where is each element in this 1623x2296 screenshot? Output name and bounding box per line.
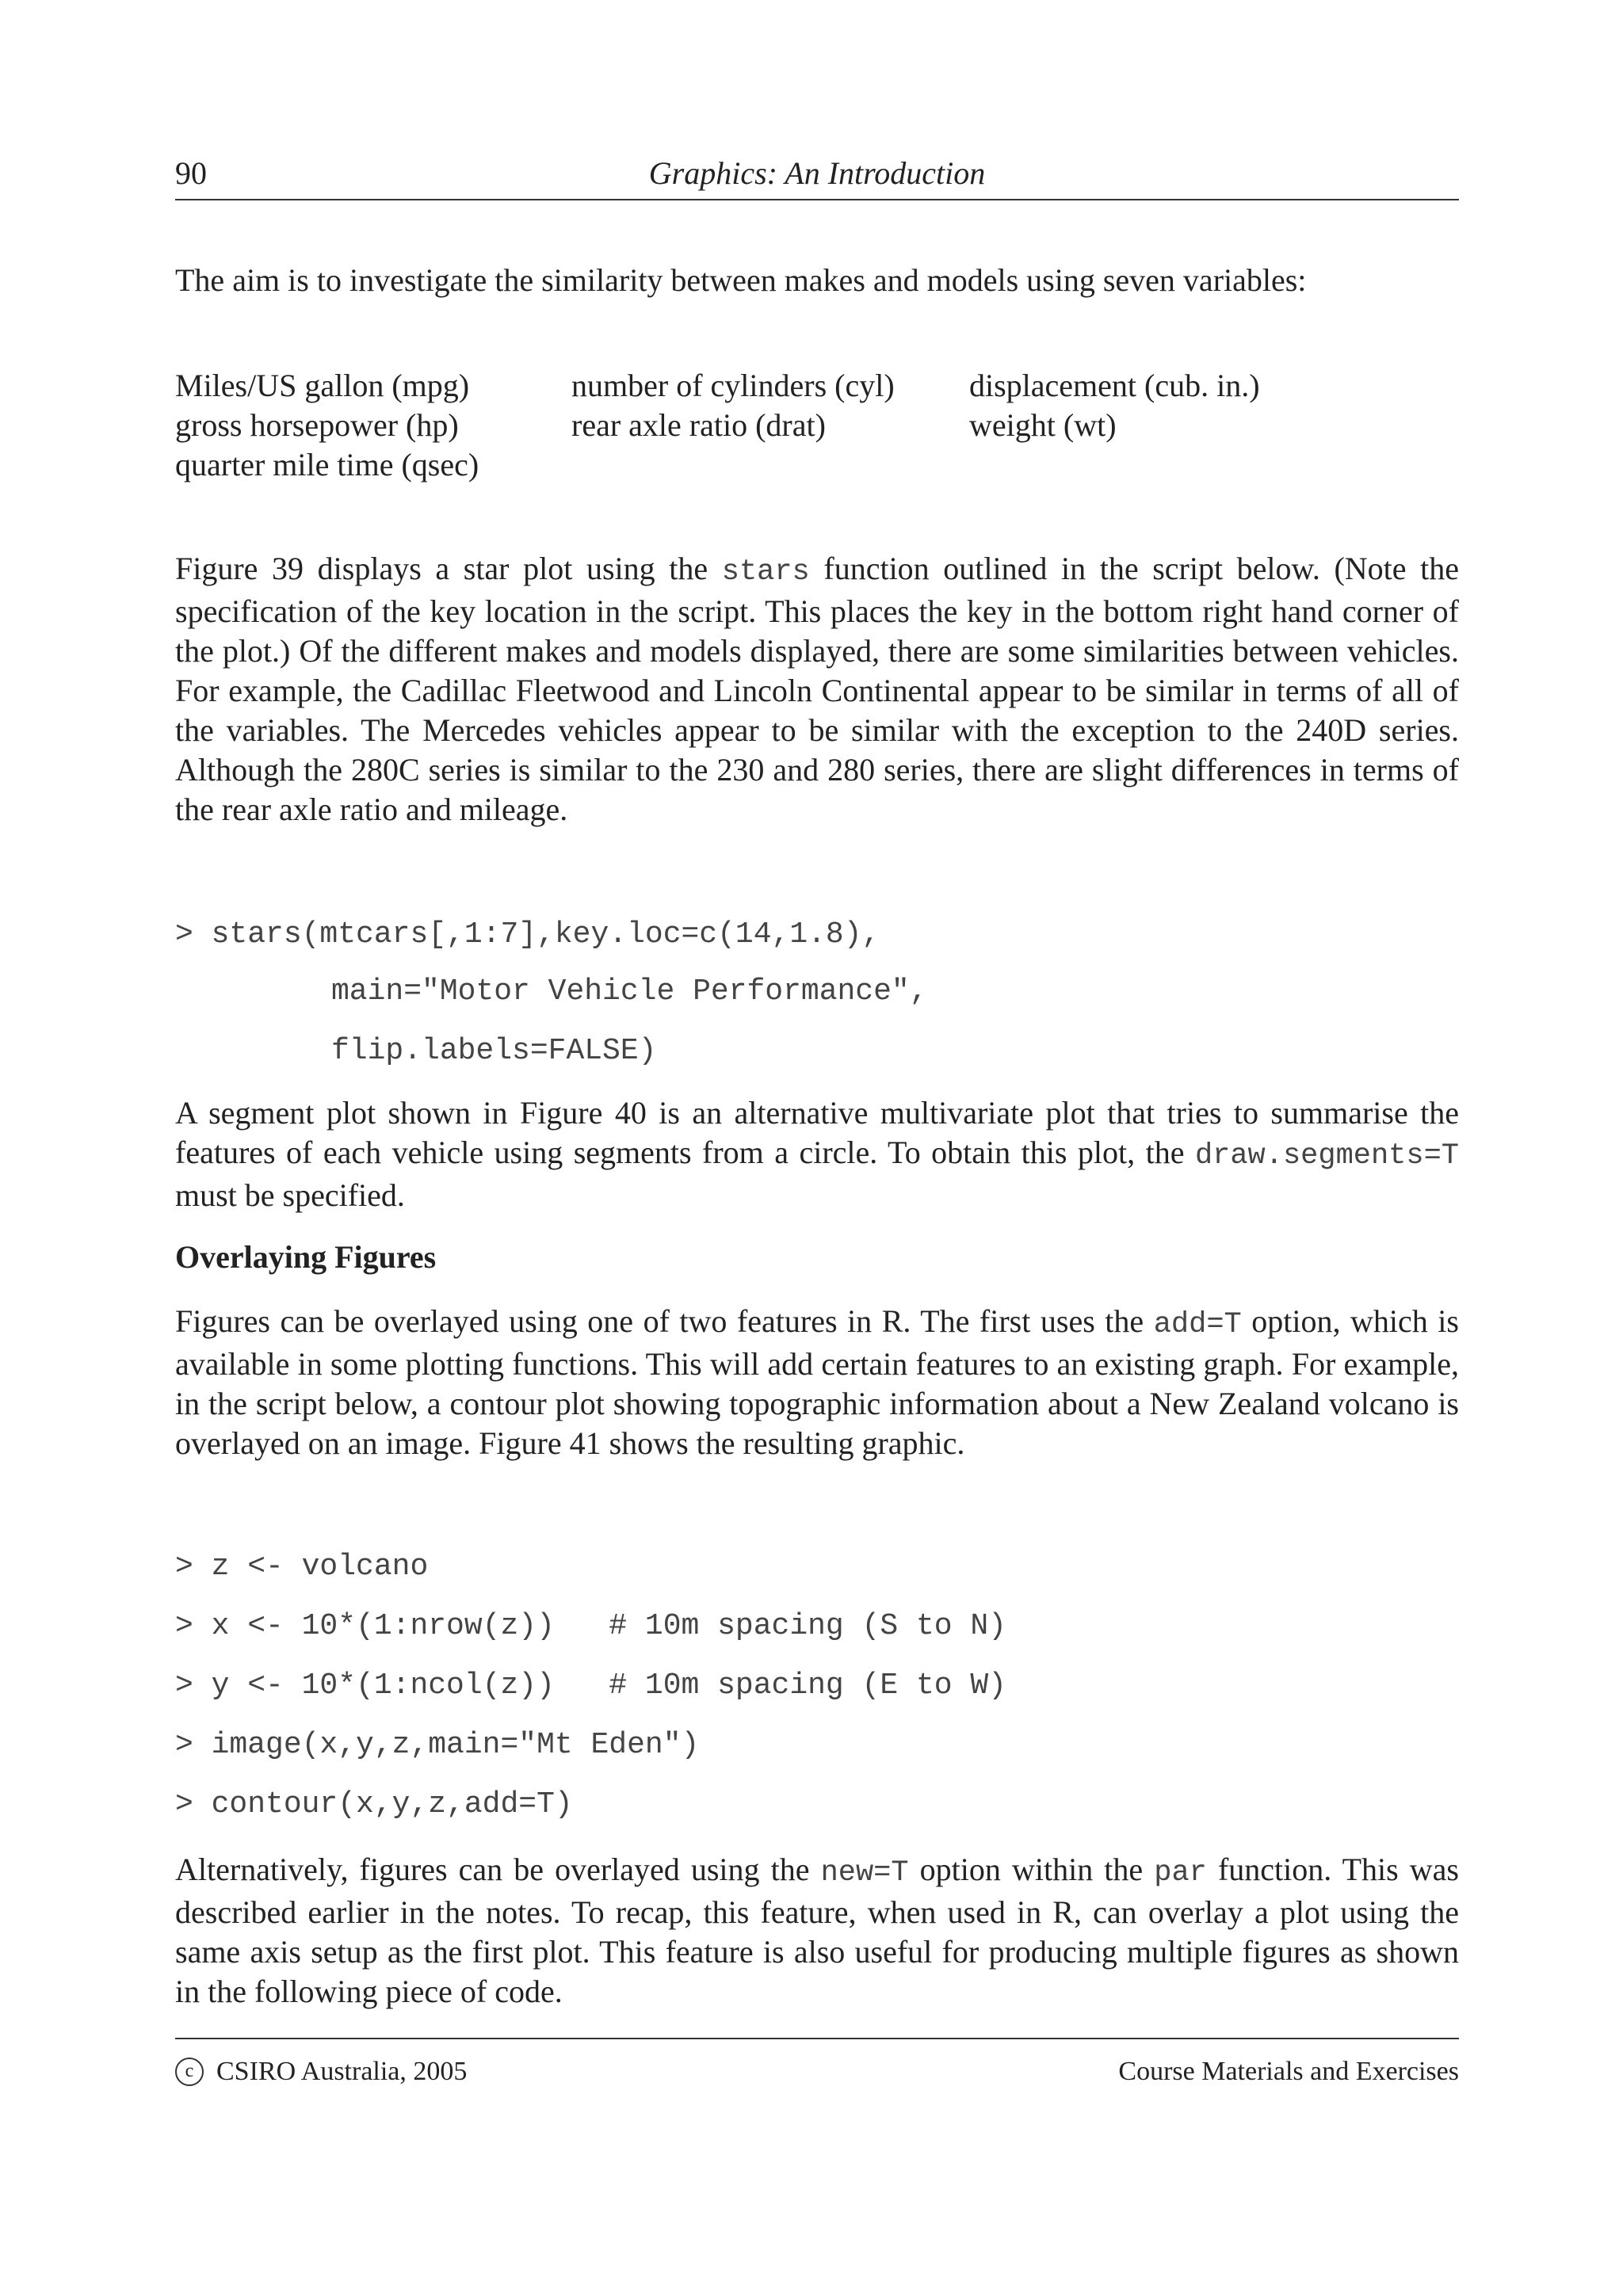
footer-left [175,2057,467,2087]
variable-mpg: Miles/US gallon (mpg) [175,368,470,403]
footer-course-title: Course Materials and Exercises [1118,2057,1459,2086]
variable-row [175,406,1459,445]
variable-disp: displacement (cub. in.) [969,368,1260,403]
variable-drat: rear axle ratio (drat) [571,407,826,443]
code-line-volcano-3: > y <- 10*(1:ncol(z)) # 10m spacing (E to W) [175,1669,1006,1703]
segment-plot-paragraph [175,1093,1459,1215]
code-line-stars-1: > stars(mtcars[,1:7],key.loc=c(14,1.8), [175,917,880,952]
variable-row [175,366,1459,406]
alternative-paragraph [175,1850,1459,2012]
page-number: 90 [175,155,207,191]
text-run: option within the [908,1852,1155,1887]
variable-qsec: quarter mile time (qsec) [175,447,479,482]
footer-copyright-text: CSIRO Australia, 2005 [216,2057,468,2086]
text-run: Figures can be overlayed using one of two features in R. The first uses the [175,1303,1154,1339]
variable-row [175,445,1459,485]
page [175,0,1459,2296]
inline-code-new: new=T [820,1856,909,1890]
code-line-volcano-1: > z <- volcano [175,1550,429,1584]
text-run: function outlined in the script below. (Note the specification of the key location in the script. This places the key in the bottom right hand corner of the plot.) Of the different makes and models displayed, there are some similarities between vehicles. For example, the Cadillac Fleetwood and Lincoln Continental appear to be similar in terms of all of the variables. The Mercedes vehicles appear to be similar with the exception to the 240D series. Although the 280C series is similar to the 230 and 280 series, there are slight differences in terms of the rear axle ratio and mileage. [175,551,1460,827]
code-line-stars-2: main="Motor Vehicle Performance", [331,974,928,1009]
text-run: Figure 39 displays a star plot using the [175,551,722,586]
code-line-volcano-2: > x <- 10*(1:nrow(z)) # 10m spacing (S to N) [175,1609,1006,1643]
overlay-paragraph [175,1302,1459,1463]
code-line-volcano-5: > contour(x,y,z,add=T) [175,1787,573,1821]
code-line-stars-3: flip.labels=FALSE) [331,1034,657,1068]
copyright-icon: c [175,2058,204,2086]
variable-cyl: number of cylinders (cyl) [571,368,895,403]
code-line-volcano-4: > image(x,y,z,main="Mt Eden") [175,1728,700,1762]
running-title: Graphics: An Introduction [648,155,986,191]
section-heading: Overlaying Figures [175,1239,437,1275]
star-plot-paragraph [175,549,1459,830]
running-head [175,154,1459,200]
text-run: Alternatively, figures can be overlayed using the [175,1852,821,1887]
inline-code-par: par [1154,1856,1207,1890]
inline-code-stars: stars [721,555,810,589]
text-run: A segment plot shown in Figure 40 is an alternative multivariate plot that tries to summarise the features of each vehicle using segments from a circle. To obtain this plot, the [175,1095,1459,1170]
intro-paragraph: The aim is to investigate the similarity between makes and models using seven variables: [175,262,1307,298]
variable-wt: weight (wt) [969,407,1117,443]
text-run: function. This was described earlier in the notes. To recap, this feature, when used in R, can overlay a plot using the same axis setup as the first plot. This feature is also useful for producing multiple figures as shown in the following piece of code. [175,1852,1459,2009]
footer [175,2038,1459,2086]
inline-code-draw-segments: draw.segments=T [1194,1139,1459,1173]
text-run: must be specified. [175,1177,405,1213]
text-run: option, which is available in some plotting functions. This will add certain features to an existing graph. For example, in the script below, a contour plot showing topographic information about a New Zealand volcano is overlayed on an image. Figure 41 shows the resulting graphic. [175,1303,1459,1461]
variable-list [175,366,1459,485]
variable-hp: gross horsepower (hp) [175,407,459,443]
inline-code-add: add=T [1153,1308,1242,1341]
